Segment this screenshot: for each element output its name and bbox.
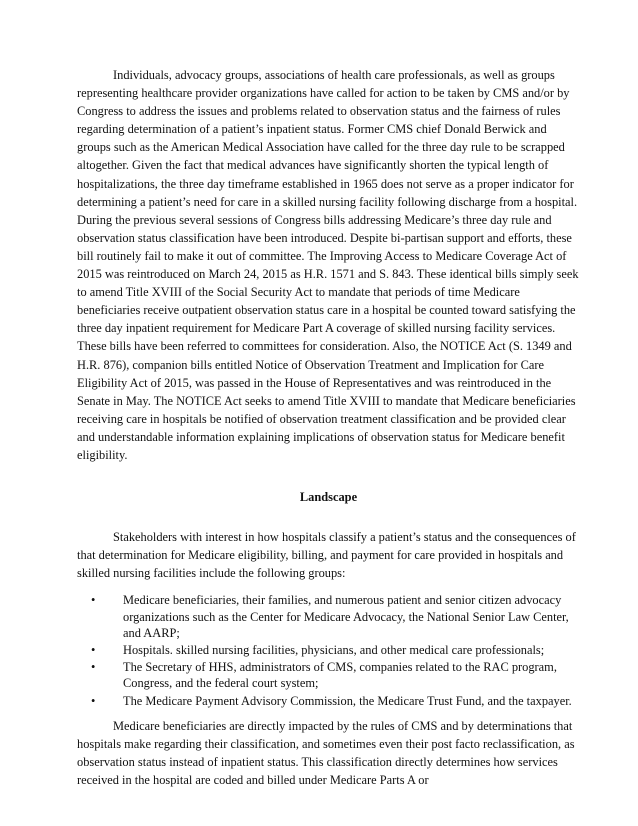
list-item-text: Hospitals. skilled nursing facilities, physicians, and other medical care professionals;: [123, 643, 545, 658]
list-item-text: The Medicare Payment Advisory Commission, the Medicare Trust Fund, and the taxpayer.: [123, 693, 572, 708]
bullet-icon: •: [91, 660, 96, 675]
list-item: [91, 659, 580, 691]
list-item-text: The Secretary of HHS, administrators of CMS, companies related to the RAC program, Congress, and the federal court system;: [123, 660, 557, 691]
list-item-text: Medicare beneficiaries, their families, and numerous patient and senior citizen advocacy organizations such as the Center for Medicare Advocacy, the National Senior Law Center, and AARP;: [123, 593, 569, 640]
section-heading: Landscape: [299, 490, 358, 505]
bullet-icon: •: [91, 643, 96, 658]
bullet-icon: •: [91, 693, 96, 708]
list-item: [91, 693, 580, 709]
body-paragraph-3: Medicare beneficiaries are directly impacted by the rules of CMS and by determinations that hospitals make regarding their classification, and sometimes even their post facto reclassification, as observation status instead of inpatient status. This classification directly determines how services received in the hospital are coded and billed under Medicare Parts A or: [77, 718, 575, 788]
list-item: [91, 642, 580, 658]
body-paragraph-2: Stakeholders with interest in how hospitals classify a patient’s status and the consequences of that determination for Medicare eligibility, billing, and payment for care provided in hospitals and skilled nursing facilities include the following groups:: [77, 530, 576, 581]
stakeholder-list: [77, 592, 580, 708]
list-item: [91, 592, 580, 641]
body-paragraph-1: Individuals, advocacy groups, associations of health care professionals, as well as groups representing healthcare provider organizations have called for action to be taken by CMS and/or by Congress to address the issues and problems related to observation status and the fairness of rules regarding determination of a patient’s inpatient status. Former CMS chief Donald Berwick and groups such as the American Medical Association have called for the three day rule to be scrapped altogether. Given the fact that medical advances have significantly shorten the typical length of hospitalizations, the three day timeframe established in 1965 does not serve as a proper indicator for determining a patient’s need for care in a skilled nursing facility following discharge from a hospital. During the previous several sessions of Congress bills addressing Medicare’s three day rule and observation status classification have been introduced. Despite bi-partisan support and efforts, these bill routinely fail to make it out of committee. The Improving Access to Medicare Coverage Act of 2015 was reintroduced on March 24, 2015 as H.R. 1571 and S. 843. These identical bills simply seek to amend Title XVIII of the Social Security Act to mandate that periods of time Medicare beneficiaries receive outpatient observation status care in a hospital be counted toward satisfying the three day inpatient requirement for Medicare Part A coverage of skilled nursing facility services. These bills have been referred to committees for consideration. Also, the NOTICE Act (S. 1349 and H.R. 876), companion bills entitled Notice of Observation Treatment and Implication for Care Eligibility Act of 2015, was passed in the House of Representatives and was reintroduced in the Senate in May. The NOTICE Act seeks to amend Title XVIII to mandate that Medicare beneficiaries receiving care in hospitals be notified of observation treatment classification and be provided clear and understandable information explaining implications of observation status for Medicare benefit eligibility.: [77, 68, 579, 462]
bullet-icon: •: [91, 593, 96, 608]
